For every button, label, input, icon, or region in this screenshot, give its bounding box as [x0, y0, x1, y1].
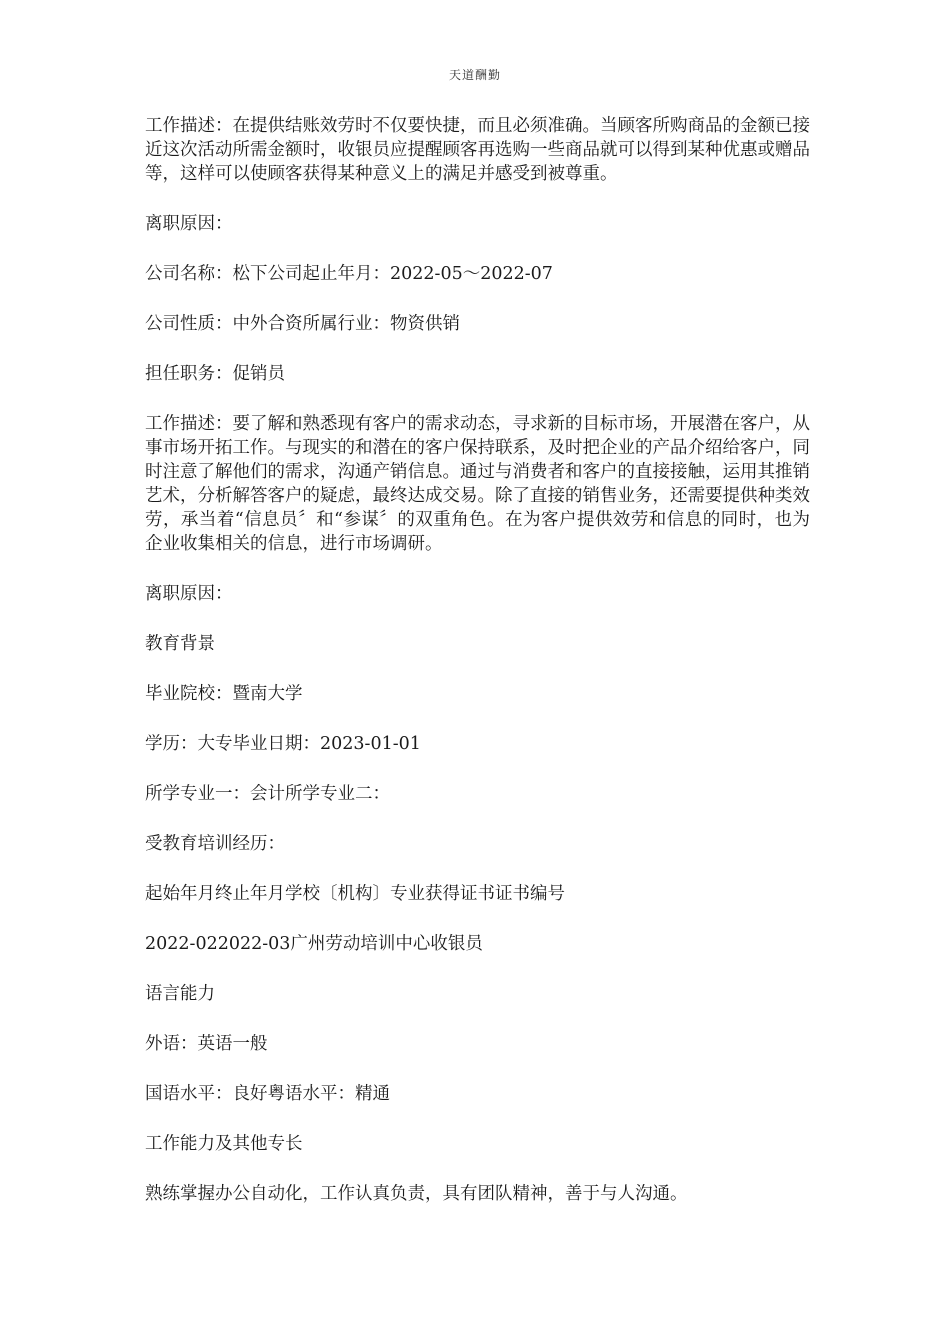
skills-heading: 工作能力及其他专长 — [145, 1134, 303, 1154]
training-heading: 受教育培训经历： — [145, 834, 285, 854]
leave-reason-1: 离职原因： — [145, 214, 233, 234]
company-nature-industry: 公司性质：中外合资所属行业：物资供销 — [145, 314, 460, 334]
job-description-promoter: 工作描述：要了解和熟悉现有客户的需求动态，寻求新的目标市场，开展潜在客户，从事市场开拓工作。与现实的和潜在的客户保持联系，及时把企业的产品介绍给客户，同时注意了解他们的需求，沟通产销信息。通过与消费者和客户的直接接触，运用其推销艺术，分析解答客户的疑虑，最终达成交易。除了直接的销售业务，还需要提供种类效劳，承当着“信息员〞和“参谋〞的双重角色。在为客户提供效劳和信息的同时，也为企业收集相关的信息，进行市场调研。 — [145, 414, 810, 554]
mandarin-cantonese-level: 国语水平：良好粤语水平：精通 — [145, 1084, 390, 1104]
job-description-cashier: 工作描述：在提供结账效劳时不仅要快捷，而且必须准确。当顾客所购商品的金额已接近这次活动所需金额时，收银员应提醒顾客再选购一些商品就可以得到某种优惠或赠品等，这样可以使顾客获得某种意义上的满足并感受到被尊重。 — [145, 116, 810, 184]
document-body — [145, 114, 810, 1232]
company-name-period: 公司名称：松下公司起止年月：2022-05～2022-07 — [145, 264, 553, 284]
position-held: 担任职务：促销员 — [145, 364, 285, 384]
education-heading: 教育背景 — [145, 634, 215, 654]
page-header: 天道酬勤 — [448, 68, 501, 82]
language-heading: 语言能力 — [145, 984, 215, 1004]
leave-reason-2: 离职原因： — [145, 584, 233, 604]
training-record: 2022-022022-03广州劳动培训中心收银员 — [145, 934, 483, 954]
degree-graduation-date: 学历：大专毕业日期：2023-01-01 — [145, 734, 421, 754]
graduate-school: 毕业院校：暨南大学 — [145, 684, 303, 704]
skills-description: 熟练掌握办公自动化，工作认真负责，具有团队精神，善于与人沟通。 — [145, 1184, 688, 1204]
training-columns: 起始年月终止年月学校〔机构〕专业获得证书证书编号 — [145, 884, 565, 904]
foreign-language: 外语：英语一般 — [145, 1034, 268, 1054]
majors: 所学专业一：会计所学专业二： — [145, 784, 390, 804]
